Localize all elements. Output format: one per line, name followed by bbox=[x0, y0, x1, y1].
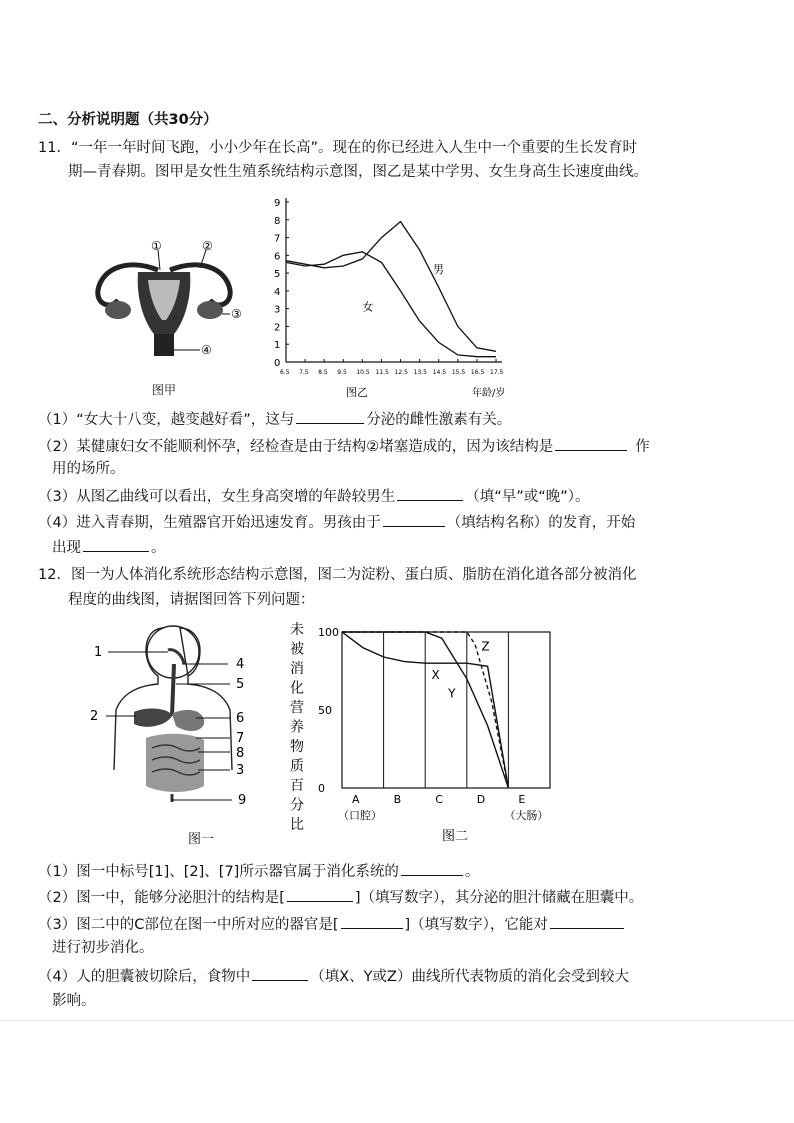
y-axis-label-char: 物 bbox=[290, 739, 304, 755]
q12-sub4-cont: 影响。 bbox=[52, 993, 96, 1009]
q12-sub3-answer-blank-1[interactable] bbox=[341, 913, 403, 929]
y-tick-label: 0 bbox=[318, 782, 325, 795]
y-axis-label-char: 未 bbox=[290, 622, 304, 638]
page-divider bbox=[0, 1020, 794, 1021]
esophagus bbox=[172, 664, 174, 716]
q11-sub1: （1）“女大十八变，越变越好看”，这与 分泌的雌性激素有关。 bbox=[38, 408, 511, 430]
q12-sub2-answer-blank[interactable] bbox=[287, 886, 353, 902]
organ-label-7: 7 bbox=[236, 731, 245, 746]
organ-label-5: 5 bbox=[236, 677, 245, 692]
y-axis-label-char: 消 bbox=[290, 661, 304, 677]
q12-sub4: （4）人的胆囊被切除后，食物中 （填X、Y或Z）曲线所代表物质的消化会受到较大 bbox=[38, 965, 629, 987]
organ-label-3: 3 bbox=[236, 763, 245, 778]
label-3: ③ bbox=[231, 307, 242, 321]
q12-stem-line2: 程度的曲线图，请据图回答下列问题： bbox=[68, 592, 315, 608]
vagina bbox=[154, 334, 174, 356]
left-ovary bbox=[105, 301, 131, 319]
category-note-E: （大肠） bbox=[504, 809, 549, 822]
y-tick-label: 3 bbox=[274, 304, 281, 316]
y-axis-label-char: 比 bbox=[290, 817, 304, 833]
series-label-Z: Z bbox=[481, 639, 490, 654]
digestion-degree-chart bbox=[282, 618, 582, 848]
q11-stem-line1: 11．“一年一年时间飞跑，小小少年在长高”。现在的你已经进入人生中一个重要的生长发育时 bbox=[38, 140, 637, 156]
y-tick-label: 5 bbox=[274, 269, 281, 281]
fig-yi-caption: 图一 bbox=[188, 832, 215, 847]
q11-sub4-cont: 出现 。 bbox=[52, 536, 166, 558]
y-axis-label-char: 百 bbox=[290, 778, 304, 794]
label-1: ① bbox=[151, 239, 162, 253]
q12-stem-line1: 12．图一为人体消化系统形态结构示意图，图二为淀粉、蛋白质、脂肪在消化道各部分被消化 bbox=[38, 567, 637, 583]
organ-label-4: 4 bbox=[236, 657, 245, 672]
y-axis-label-char: 分 bbox=[290, 797, 304, 814]
y-tick-label: 6 bbox=[274, 251, 281, 263]
section-title: 二、分析说明题（共30分） bbox=[38, 112, 218, 128]
q11-sub3: （3）从图乙曲线可以看出，女生身高突增的年龄较男生 （填“早”或“晚”）。 bbox=[38, 485, 590, 507]
height-growth-chart bbox=[262, 192, 522, 402]
q11-sub4: （4）进入青春期，生殖器官开始迅速发育。男孩由于 （填结构名称）的发育，开始 bbox=[38, 511, 635, 533]
label-4: ④ bbox=[201, 343, 212, 357]
y-tick-label: 100 bbox=[318, 626, 339, 639]
intestines bbox=[146, 734, 204, 792]
q11-sub4-answer-blank-2[interactable] bbox=[83, 536, 149, 552]
x-tick-label: 16.5 bbox=[470, 369, 485, 376]
liver bbox=[134, 709, 172, 727]
right-ovary bbox=[197, 301, 223, 319]
y-tick-label: 8 bbox=[274, 215, 281, 227]
y-tick-label: 1 bbox=[274, 340, 281, 352]
x-axis-label: 年龄/岁 bbox=[472, 388, 506, 399]
y-tick-label: 4 bbox=[274, 286, 281, 298]
q11-sub3-answer-blank[interactable] bbox=[397, 485, 463, 501]
y-tick-label: 2 bbox=[274, 322, 281, 334]
organ-label-2: 2 bbox=[90, 709, 99, 724]
series-line-0 bbox=[286, 252, 496, 357]
q12-sub3-cont: 进行初步消化。 bbox=[52, 940, 154, 956]
x-tick-label: 7.5 bbox=[299, 369, 309, 376]
chart-caption: 图乙 bbox=[346, 386, 368, 399]
category-label-D: D bbox=[476, 793, 486, 806]
y-axis-label-char: 营 bbox=[290, 700, 304, 716]
q11-sub2: （2）某健康妇女不能顺利怀孕，经检查是由于结构②堵塞造成的，因为该结构是 作 bbox=[38, 435, 650, 457]
y-axis-label-char: 质 bbox=[290, 758, 304, 775]
x-tick-label: 15.5 bbox=[451, 369, 466, 376]
stomach bbox=[172, 710, 204, 731]
q12-sub1-answer-blank[interactable] bbox=[401, 860, 463, 876]
q11-stem-line2: 期—青春期。图甲是女性生殖系统结构示意图，图乙是某中学男、女生身高生长速度曲线。 bbox=[68, 164, 648, 180]
category-label-A: A bbox=[352, 793, 360, 806]
female-reproductive-diagram bbox=[88, 238, 248, 388]
organ-label-9: 9 bbox=[238, 793, 247, 808]
q12-sub3-answer-blank-2[interactable] bbox=[550, 913, 624, 929]
category-label-C: C bbox=[435, 793, 443, 806]
y-axis-label-char: 被 bbox=[290, 641, 304, 658]
digestive-system-diagram bbox=[86, 620, 266, 820]
y-tick-label: 0 bbox=[274, 358, 281, 369]
series-label-female: 女 bbox=[362, 300, 374, 314]
category-note-A: （口腔） bbox=[338, 809, 382, 822]
q11-sub2-answer-blank[interactable] bbox=[555, 435, 627, 451]
oral-cavity bbox=[168, 650, 184, 664]
q12-sub3: （3）图二中的C部位在图一中所对应的器官是[ ]（填写数字），它能对 bbox=[38, 913, 626, 935]
category-label-E: E bbox=[518, 793, 526, 806]
q11-sub1-answer-blank[interactable] bbox=[296, 408, 364, 424]
series-label-Y: Y bbox=[448, 686, 456, 701]
x-tick-label: 6.5 bbox=[280, 369, 290, 376]
x-tick-label: 12.5 bbox=[394, 369, 408, 376]
q12-sub1: （1）图一中标号[1]、[2]、[7]所示器官属于消化系统的 。 bbox=[38, 860, 479, 882]
q12-sub4-answer-blank[interactable] bbox=[252, 965, 308, 981]
series-label-male: 男 bbox=[433, 263, 444, 277]
series-line-1 bbox=[286, 222, 496, 352]
q11-sub2-cont: 用的场所。 bbox=[52, 461, 125, 477]
chart-caption: 图二 bbox=[442, 829, 469, 844]
y-axis-label-char: 养 bbox=[290, 719, 304, 736]
x-tick-label: 13.5 bbox=[413, 369, 427, 376]
y-tick-label: 7 bbox=[274, 233, 281, 245]
plot-frame bbox=[342, 632, 550, 788]
x-tick-label: 9.5 bbox=[337, 369, 347, 376]
fig-jia-caption: 图甲 bbox=[152, 383, 177, 397]
q11-sub4-answer-blank-1[interactable] bbox=[383, 511, 445, 527]
category-label-B: B bbox=[393, 793, 402, 806]
y-axis-label-char: 化 bbox=[290, 680, 304, 697]
organ-label-1: 1 bbox=[94, 645, 103, 660]
x-tick-label: 14.5 bbox=[432, 369, 447, 376]
label-2: ② bbox=[202, 239, 213, 253]
y-tick-label: 50 bbox=[318, 704, 332, 717]
series-label-X: X bbox=[431, 667, 440, 682]
y-tick-label: 9 bbox=[274, 198, 281, 209]
x-tick-label: 8.5 bbox=[318, 369, 328, 376]
q12-sub2: （2）图一中，能够分泌胆汁的结构是[ ]（填写数字），其分泌的胆汁储藏在胆囊中。 bbox=[38, 886, 643, 908]
x-tick-label: 11.5 bbox=[375, 369, 389, 376]
x-tick-label: 10.5 bbox=[356, 369, 370, 376]
x-tick-label: 17.5 bbox=[490, 369, 504, 376]
organ-label-6: 6 bbox=[236, 711, 245, 726]
organ-label-8: 8 bbox=[236, 746, 245, 761]
